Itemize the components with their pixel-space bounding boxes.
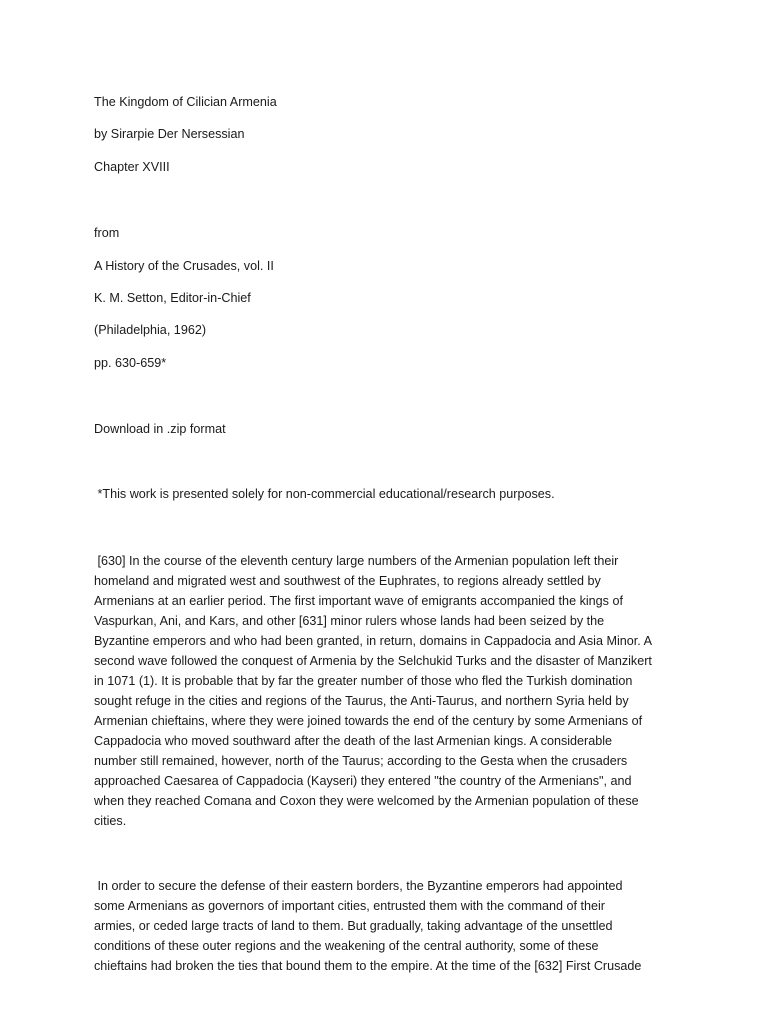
paragraph-line: Vaspurkan, Ani, and Kars, and other [631] minor rulers whose lands had been seized by the [94, 614, 605, 628]
paragraph-line: homeland and migrated west and southwest of the Euphrates, to regions already settled by [94, 574, 601, 588]
document-chapter: Chapter XVIII [94, 160, 170, 174]
paragraph-line: some Armenians as governors of important cities, entrusted them with the command of their [94, 899, 605, 913]
paragraph-line: sought refuge in the cities and regions of the Taurus, the Anti-Taurus, and northern Syria held by [94, 694, 629, 708]
paragraph-1 [94, 551, 680, 831]
paragraph-2 [94, 876, 680, 976]
usage-notice: *This work is presented solely for non-commercial educational/research purposes. [94, 487, 555, 501]
book-title: A History of the Crusades, vol. II [94, 259, 274, 273]
paragraph-line: number still remained, however, north of the Taurus; according to the Gesta when the crusaders [94, 754, 628, 768]
from-label: from [94, 226, 120, 240]
paragraph-line: Cappadocia who moved southward after the death of the last Armenian kings. A considerable [94, 734, 613, 748]
paragraph-line: in 1071 (1). It is probable that by far the greater number of those who fled the Turkish domination [94, 674, 633, 688]
paragraph-line: armies, or ceded large tracts of land to them. But gradually, taking advantage of the unsettled [94, 919, 613, 933]
paragraph-line: cities. [94, 814, 127, 828]
paragraph-line: when they reached Comana and Coxon they were welcomed by the Armenian population of these [94, 794, 639, 808]
paragraph-line: approached Caesarea of Cappadocia (Kayseri) they entered "the country of the Armenians", and [94, 774, 632, 788]
paragraph-line: In order to secure the defense of their eastern borders, the Byzantine emperors had appointed [94, 879, 623, 893]
paragraph-line: Armenians at an earlier period. The first important wave of emigrants accompanied the kings of [94, 594, 623, 608]
document-author: by Sirarpie Der Nersessian [94, 127, 245, 141]
paragraph-line: second wave followed the conquest of Armenia by the Selchukid Turks and the disaster of Manzikert [94, 654, 652, 668]
paragraph-line: conditions of these outer regions and the weakening of the central authority, some of these [94, 939, 599, 953]
publication-place-year: (Philadelphia, 1962) [94, 323, 207, 337]
paragraph-line: Armenian chieftains, where they were joined towards the end of the century by some Armenians of [94, 714, 643, 728]
paragraph-line: [630] In the course of the eleventh century large numbers of the Armenian population left their [94, 554, 619, 568]
page-range: pp. 630-659* [94, 356, 167, 370]
paragraph-line: chieftains had broken the ties that bound them to the empire. At the time of the [632] First Crusade [94, 959, 642, 973]
document-title: The Kingdom of Cilician Armenia [94, 95, 277, 109]
paragraph-line: Byzantine emperors and who had been granted, in return, domains in Cappadocia and Asia Minor. A [94, 634, 652, 648]
download-link[interactable]: Download in .zip format [94, 422, 226, 436]
book-editor: K. M. Setton, Editor-in-Chief [94, 291, 251, 305]
